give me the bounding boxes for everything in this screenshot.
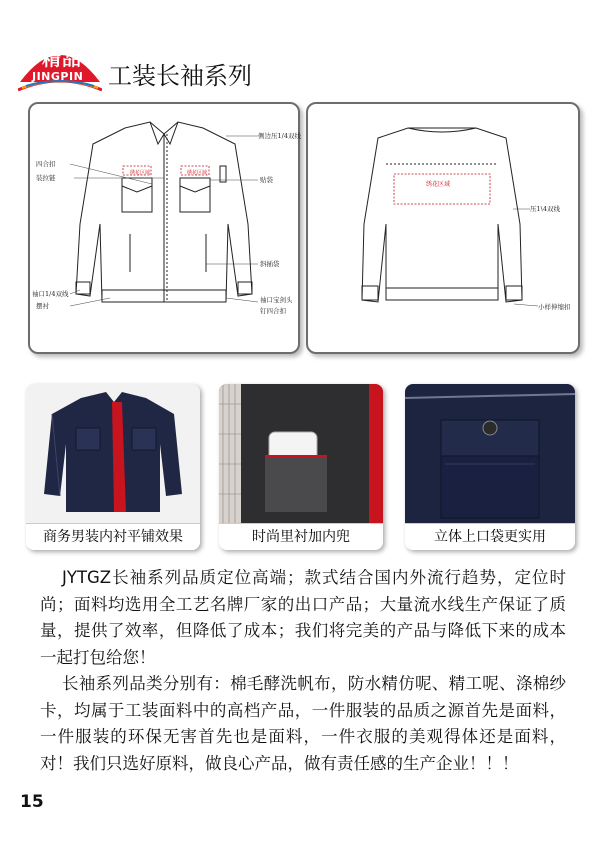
embroidery-label-right: 绣花区域 — [187, 170, 208, 176]
photo-caption-1: 商务男装内衬平铺效果 — [26, 523, 200, 550]
annotation-slant-pocket: 斜插袋 — [260, 260, 280, 268]
logo-text-en: JINGPIN — [32, 70, 84, 83]
logo-text-cn: 精品 — [42, 48, 83, 70]
annotation-four-snap: 四合扣 — [36, 160, 56, 168]
annotation-patch-pocket: 贴袋 — [260, 176, 273, 184]
photo-caption-2: 时尚里衬加内兜 — [219, 523, 383, 550]
jacket-front-sketch — [30, 104, 298, 352]
annotation-back-double-line: 压1\4双线 — [530, 205, 560, 213]
back-embroidery-label: 绣花区域 — [426, 181, 451, 188]
photo-caption-3: 立体上口袋更实用 — [405, 523, 575, 550]
annotation-double-line: 侧边压1/4双线 — [258, 132, 301, 140]
photo-chest-pocket — [405, 384, 575, 550]
brand-logo — [18, 38, 102, 92]
paragraph-materials: 长袖系列品类分别有：棉毛酵洗帆布，防水精仿呢、精工呢、涤棉纱卡，均属于工装面料中的高档产品，一件服装的品质之源首先是面料，一件服装的环保无害首先也是面料，一件衣服的美观得体还是面料，对！我们只选好原料，做良心产品，做有责任感的生产企业！！！ — [40, 674, 566, 773]
lining-photo-image — [219, 384, 383, 524]
embroidery-label-left: 绣花区域 — [130, 170, 151, 176]
photo-lining-flat — [26, 384, 200, 550]
page-title: 工装长袖系列 — [108, 62, 252, 90]
annotation-zipper: 装拉链 — [36, 174, 56, 182]
front-drawing-panel — [28, 102, 300, 354]
photo-inner-pocket — [219, 384, 383, 550]
annotation-adjuster: 小样伸缩扣 — [538, 303, 571, 311]
paragraph-intro: JYTGZ长袖系列品质定位高端；款式结合国内外流行趋势，定位时尚；面料均选用全工艺名牌厂家的出口产品；大量流水线生产保证了质量，提供了效率，但降低了成本；我们将完美的产品与降低下来的成本一起打包给您！ — [40, 568, 566, 667]
jacket-photo-image — [26, 384, 200, 524]
annotation-four-snap-2: 钉四合扣 — [260, 307, 286, 315]
back-drawing-panel — [306, 102, 580, 354]
jacket-back-sketch — [308, 104, 578, 352]
annotation-hem: 摆衬 — [36, 302, 49, 310]
pocket-photo-image — [405, 384, 575, 524]
annotation-cuff: 袖口1/4双线 — [32, 290, 69, 298]
annotation-hem-button: 袖口宝剑头 — [260, 296, 293, 304]
page-number: 15 — [20, 792, 44, 812]
